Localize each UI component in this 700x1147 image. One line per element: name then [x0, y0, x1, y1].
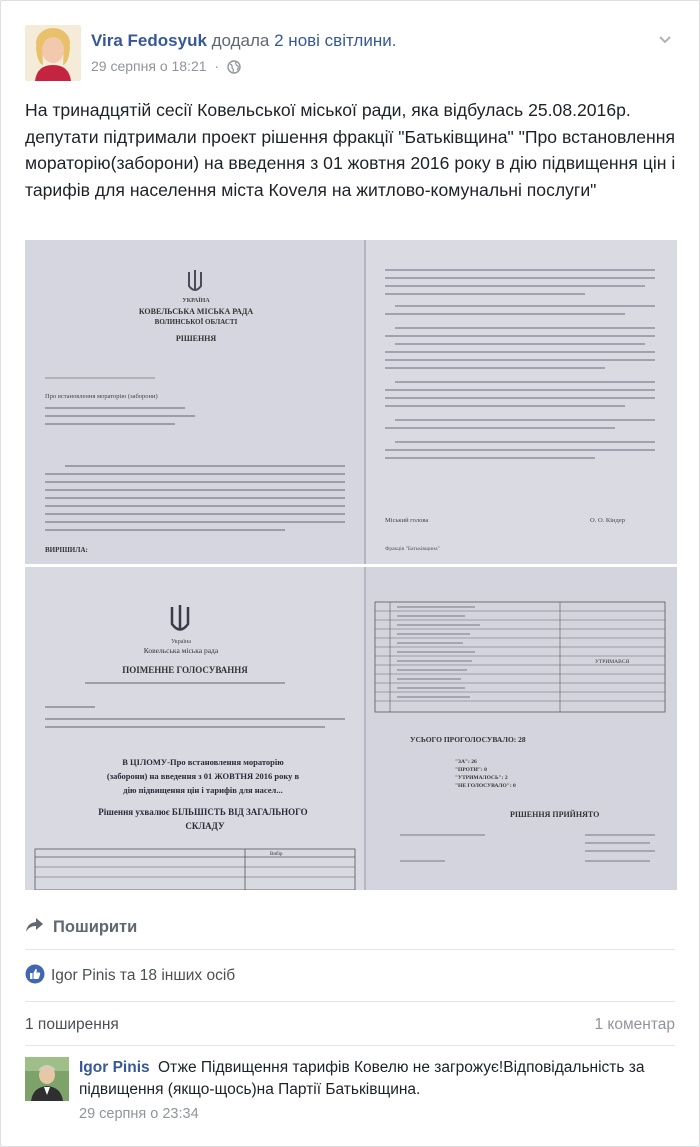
commenter-avatar[interactable] [25, 1057, 69, 1101]
doc2-decision1: Рішення ухвалює БІЛЬШІСТЬ ВІД ЗАГАЛЬНОГО [98, 807, 308, 817]
divider-likes [25, 1001, 675, 1002]
photo-vote-document[interactable] [25, 567, 677, 890]
doc1-footer: Фракція "Батьківщина" [385, 546, 440, 552]
share-button[interactable] [25, 911, 137, 943]
like-icon [25, 964, 45, 989]
doc1-heading2: КОВЕЛЬСЬКА МІСЬКА РАДА [138, 307, 254, 316]
comment-item [25, 1057, 675, 1137]
photo-grid [25, 240, 677, 890]
author-avatar[interactable] [25, 25, 81, 81]
doc1-heading4: РІШЕННЯ [175, 334, 217, 343]
reactions-summary[interactable] [25, 962, 235, 990]
shares-count[interactable]: 1 поширення [25, 1016, 119, 1033]
chevron-down-icon[interactable] [655, 29, 675, 49]
doc1-virishyla: ВИРІШИЛА: [45, 546, 88, 554]
doc1-heading3: ВОЛИНСЬКОЇ ОБЛАСТІ [154, 318, 238, 326]
share-label: Поширити [53, 917, 138, 936]
doc1-signer-name: О. О. Кіндер [590, 517, 625, 524]
divider-comments [25, 1045, 675, 1046]
post-header [25, 25, 675, 85]
author-action: додала [211, 31, 270, 50]
doc2-za: "ЗА": 26 [455, 759, 477, 765]
comment-timestamp[interactable]: 29 серпня о 23:34 [79, 1106, 199, 1122]
share-arrow-icon [25, 916, 45, 939]
doc2-ne: "НЕ ГОЛОСУВАЛО": 0 [455, 783, 516, 789]
doc2-utrymavsia: УТРИМАВСЯ [595, 659, 630, 665]
comment-text: Отже Підвищення тарифів Ковелю не загрожує!Відповідальність за підвищення (якщо-щось)на Партії Батьківщина. [79, 1059, 645, 1098]
commenter-name[interactable]: Igor Pinis [79, 1059, 150, 1076]
doc2-heading1: Україна [171, 639, 191, 645]
likes-text: Igor Pinis та 18 інших осіб [51, 967, 236, 984]
post-text: На тринадцятій сесії Ковельської міської ради, яка відбулась 25.08.2016р. депутати підтримали проект рішення фракції "Батьківщина" "Про встановлення мораторію(заборони) на введення з 01 жовтня 2016 року в дію підвищення цін і тарифів для населення міста Коveля на житлово-комунальні послуги" [25, 100, 676, 200]
doc2-utr: "УТРИМАЛОСЬ": 2 [455, 775, 508, 781]
engagement-counts [25, 1013, 675, 1039]
globe-icon[interactable] [227, 60, 241, 77]
author-line [91, 31, 396, 51]
comments-count[interactable]: 1 коментар [594, 1016, 675, 1033]
meta-separator: · [214, 58, 220, 74]
doc2-body3: дію підвищення цін і тарифів для насел... [123, 785, 283, 795]
photos-link[interactable]: 2 нові світлини. [274, 31, 397, 50]
doc1-heading1: УКРАЇНА [182, 298, 210, 304]
post-meta [91, 58, 241, 77]
doc2-total: УСЬОГО ПРОГОЛОСУВАЛО: 28 [410, 735, 526, 744]
author-name[interactable]: Vira Fedosyuk [91, 31, 207, 50]
post-timestamp[interactable]: 29 серпня о 18:21 [91, 58, 207, 74]
doc2-proty: "ПРОТИ": 0 [455, 767, 487, 773]
doc2-body1: В ЦІЛОМУ-Про встановлення мораторію [122, 757, 284, 767]
photo-decision-document[interactable] [25, 240, 677, 564]
doc2-vybir: Вибір [270, 852, 283, 857]
doc2-body2: (заборони) на введення з 01 ЖОВТНЯ 2016 року в [106, 771, 300, 781]
divider-actions [25, 949, 675, 950]
doc2-heading2: Ковельська міська рада [143, 646, 219, 655]
comment-body [79, 1057, 675, 1101]
doc2-decision2: СКЛАДУ [185, 821, 225, 831]
doc1-signer-title: Міський голова [385, 517, 429, 524]
doc2-heading3: ПОІМЕННЕ ГОЛОСУВАННЯ [122, 665, 248, 675]
doc2-accepted: РІШЕННЯ ПРИЙНЯТО [510, 810, 600, 819]
doc1-subject: Про встановлення мораторію (заборони) [45, 393, 158, 400]
